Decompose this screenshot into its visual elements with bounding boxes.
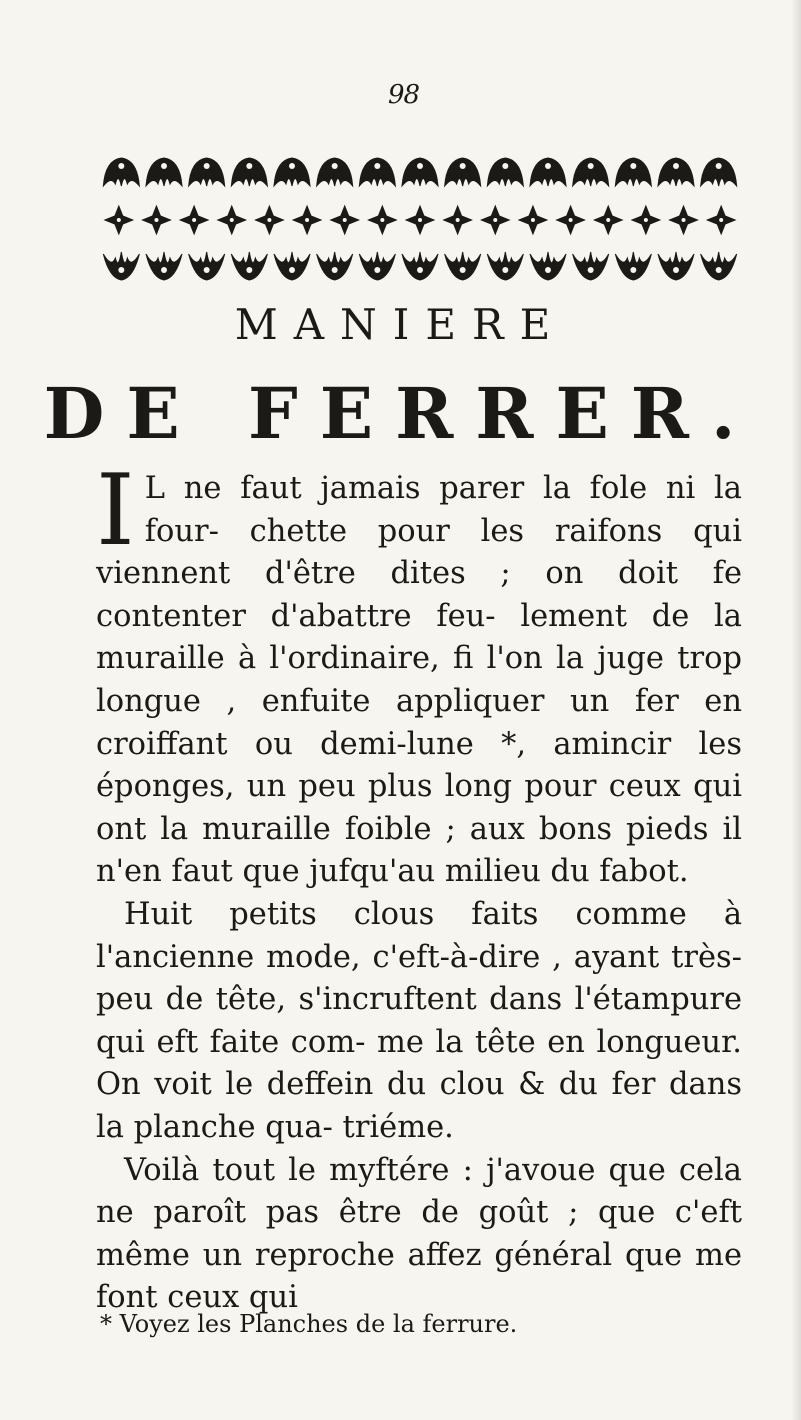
paragraph-2: Huit petits clous faits comme à l'ancienne mode, c'eft-à-dire , ayant très-peu de tête, s'incruftent dans l'étampure qui eft faite com- me la tête en longueur. On voit le deffein du clou & du fer dans la planche qua- triéme.: [96, 896, 742, 1145]
fleuron-band-icon: [100, 152, 740, 292]
chapter-title-line-2: DE FERRER.: [43, 372, 758, 455]
footnote: * Voyez les Planches de la ferrure.: [100, 1310, 518, 1338]
paragraph-3: Voilà tout le myftére : j'avoue que cela ne paroît pas être de goût ; que c'eft même un reproche affez général que me font ceux qui: [96, 1152, 742, 1316]
body-text: [96, 454, 742, 1320]
paragraph-1: [96, 454, 742, 894]
chapter-title-line-1: MANIERE: [234, 300, 567, 349]
drop-cap: I: [96, 454, 135, 568]
page-number: 98: [388, 80, 420, 110]
page-edge-shadow: [791, 0, 801, 1420]
paragraph-1-text: L ne faut jamais parer la fole ni la four- chette pour les raifons qui viennent d'être dites ; on doit fe contenter d'abattre feu- lement de la muraille à l'ordinaire, fi l'on la juge trop longue , enfuite appliquer un fer en croiffant ou demi-lune *, amincir les éponges, un peu plus long pour ceux qui ont la muraille foible ; aux bons pieds il n'en faut que jufqu'au milieu du fabot.: [96, 471, 742, 890]
